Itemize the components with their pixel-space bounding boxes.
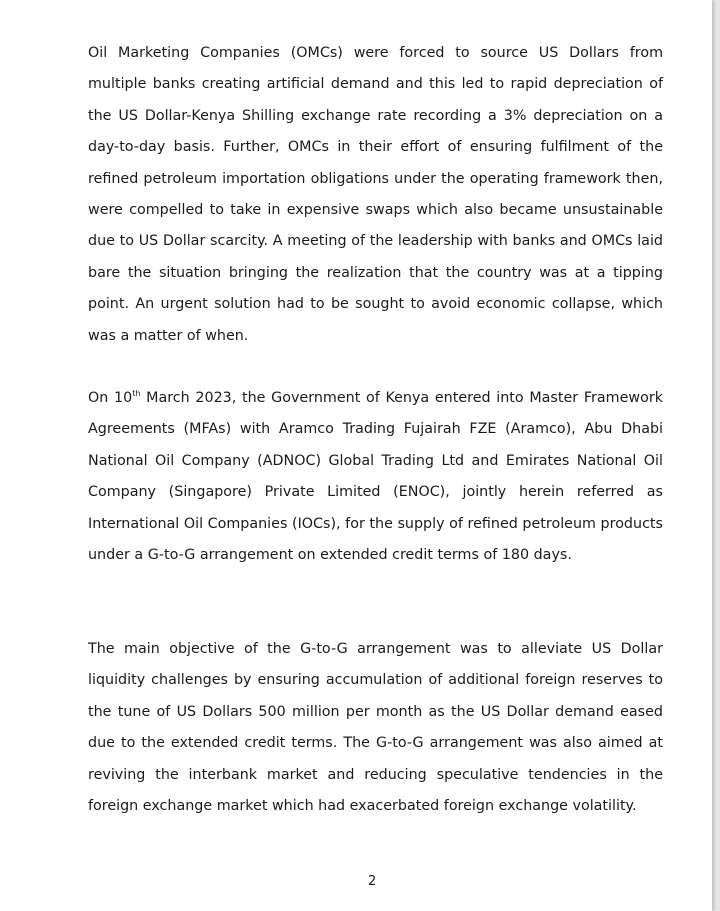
paragraph-omc-dollar-demand: Oil Marketing Companies (OMCs) were forced to source US Dollars from multiple banks creating artificial demand and this led to rapid depreciation of the US Dollar-Kenya Shilling exchange rate recording a 3% depreciation on a day-to-day basis. Further, OMCs in their effort of ensuring fulfilment of the refined petroleum importation obligations under the operating framework then, were compelled to take in expensive swaps which also became unsustainable due to US Dollar scarcity. A meeting of the leadership with banks and OMCs laid bare the situation bringing the realization that the country was at a tipping point. An urgent solution had to be sought to avoid economic collapse, which was a matter of when.: [88, 45, 663, 344]
paragraph-g2g-objective: The main objective of the G-to-G arrangement was to alleviate US Dollar liquidity challenges by ensuring accumulation of additional foreign reserves to the tune of US Dollars 500 million per month as the US Dollar demand eased due to the extended credit terms. The G-to-G arrangement was also aimed at reviving the interbank market and reducing speculative tendencies in the foreign exchange market which had exacerbated foreign exchange volatility.: [88, 641, 663, 815]
agreement-text: March 2023, the Government of Kenya entered into Master Framework Agreements (MFAs) with Aramco Trading Fujairah FZE (Aramco), Abu Dhabi National Oil Company (ADNOC) Global Trading Ltd and Emirates National Oil Company (Singapore) Private Limited (ENOC), jointly herein referred as International Oil Companies (IOCs), for the supply of refined petroleum products under a G-to-G arrangement on extended credit terms of 180 days.: [88, 390, 663, 564]
paragraph-g2g-agreements: [88, 383, 663, 571]
page-number: 2: [368, 874, 377, 889]
date-prefix: On 10: [88, 390, 133, 406]
ordinal-superscript: th: [132, 389, 141, 398]
